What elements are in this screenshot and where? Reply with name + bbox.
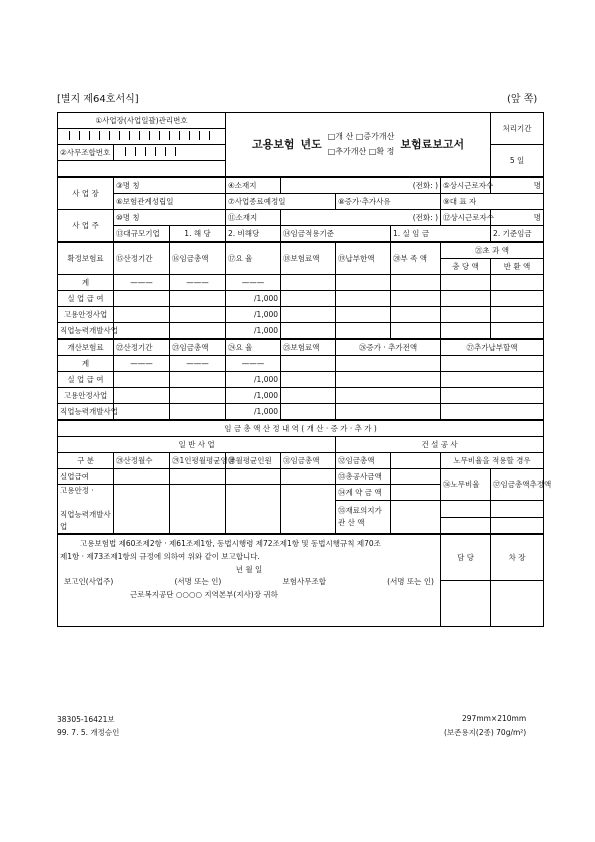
cell[interactable]	[114, 307, 170, 323]
footer-size: 297mm×210mm	[462, 714, 527, 723]
option-confirm[interactable]: □확 정	[368, 146, 395, 156]
cell[interactable]	[170, 307, 226, 323]
construct-wage-total: ㉜임금총액	[336, 453, 391, 469]
approval-deputy: 차 장	[491, 534, 544, 581]
mgmt-number-label: ①사업장(사업일괄)관리번호	[58, 113, 226, 129]
form-title	[226, 113, 491, 178]
cell[interactable]	[491, 291, 544, 307]
cell[interactable]	[281, 356, 336, 372]
cell[interactable]	[391, 323, 441, 340]
owner-label: 사 업 주	[58, 210, 114, 243]
general-row-unemployment: 실업급여	[58, 469, 114, 485]
row-total: 계	[58, 275, 114, 291]
cell[interactable]	[170, 372, 226, 388]
general-h-avg-wage: ㉙1인평월평균임금	[170, 453, 226, 469]
footer-paper: (보존용지(2종) 70g/m²)	[444, 728, 527, 737]
cell[interactable]	[336, 356, 441, 372]
footer-code: 38305-16421보	[57, 715, 115, 724]
cell[interactable]	[226, 469, 281, 485]
cell[interactable]	[336, 388, 441, 404]
rate-unit: /1,000	[226, 307, 281, 323]
wage-estimate: ㊲임금총액추정액	[491, 469, 544, 501]
approval-deputy-box[interactable]	[491, 581, 544, 627]
cell[interactable]	[281, 388, 336, 404]
biz-addr-field[interactable]: ④소재지	[226, 177, 281, 194]
owner-workers-unit: 명	[491, 210, 544, 226]
dash: ———	[114, 275, 170, 291]
confirm-h-paid: ⑲납부한액	[336, 242, 391, 275]
cell[interactable]	[441, 291, 491, 307]
row-unemployment: 실 업 급 여	[58, 372, 114, 388]
approval-staff: 담 당	[441, 534, 491, 581]
decl-date[interactable]: 년 월 일	[235, 564, 263, 574]
owner-phone[interactable]: (전화: )	[281, 210, 441, 226]
period-label: 처리기간	[491, 113, 544, 145]
cell[interactable]	[491, 307, 544, 323]
cell[interactable]	[114, 469, 170, 485]
confirm-label: 확정보험료	[58, 242, 114, 275]
owner-wage-opt2[interactable]: 2. 기준임금	[491, 226, 544, 243]
cell[interactable]	[336, 323, 391, 340]
cell[interactable]	[226, 485, 281, 535]
declaration	[58, 534, 441, 627]
general-h-div: 구 분	[58, 453, 114, 469]
owner-addr-field[interactable]: ⑪소재지	[226, 210, 281, 226]
biz-start-field[interactable]: ⑥보험관계성립일	[114, 194, 226, 210]
cell[interactable]	[336, 291, 391, 307]
confirm-h-allot: 충 당 액	[441, 259, 491, 275]
biz-workers-unit: 명	[491, 177, 544, 194]
confirm-h-premium: ⑱보험료액	[281, 242, 336, 275]
dash: ———	[226, 356, 281, 372]
labor-ratio: ㊱노무비율	[441, 469, 491, 501]
estimate-h-period: ㉒산정기간	[114, 339, 170, 356]
option-additional[interactable]: □추가개산	[327, 146, 367, 156]
confirm-h-rate: ⑰요 율	[226, 242, 281, 275]
title-year: 년도	[300, 138, 322, 151]
cell[interactable]	[391, 307, 441, 323]
cell[interactable]	[281, 485, 336, 535]
page-side: (앞 쪽)	[507, 94, 538, 105]
biz-label: 사 업 장	[58, 177, 114, 210]
cell[interactable]	[441, 404, 544, 421]
cell[interactable]	[441, 501, 491, 518]
decl-recipient: 근로복지공단 ○○○○ 지역본부(지사)장 귀하	[130, 590, 278, 599]
row-stability: 고용안정사업	[58, 388, 114, 404]
rate-unit: /1,000	[226, 388, 281, 404]
wage-section-title: 임 금 총 액 산 정 내 역 ( 개 산 · 증 가 · 추 가 )	[58, 420, 544, 437]
row-stability: 고용안정사업	[58, 307, 114, 323]
cell[interactable]	[281, 469, 336, 485]
biz-workers[interactable]: ⑤상시근로자수	[441, 177, 491, 194]
estimate-label: 개산보험료	[58, 339, 114, 356]
row-vocational: 직업능력개발사업	[58, 323, 114, 340]
option-increase[interactable]: □증가개산	[355, 132, 395, 142]
cell[interactable]	[391, 501, 441, 535]
estimate-h-premium: ㉕보험료액	[281, 339, 336, 356]
cell[interactable]	[170, 469, 226, 485]
confirm-h-excess: ㉑초 과 액	[441, 242, 544, 259]
owner-name-field[interactable]: ⑩명 칭	[114, 210, 226, 226]
construct-material	[336, 501, 391, 535]
cell[interactable]	[114, 372, 170, 388]
cell[interactable]	[391, 291, 441, 307]
cell[interactable]	[391, 275, 441, 291]
biz-end-field[interactable]: ⑦사업종료예정일	[226, 194, 336, 210]
estimate-h-rate: ㉔요 율	[226, 339, 281, 356]
form-number: [별지 제64호서식]	[57, 94, 139, 105]
row-vocational: 직업능력개발사업	[58, 404, 114, 421]
title-suffix: 보험료보고서	[400, 138, 465, 151]
dash: ———	[170, 275, 226, 291]
confirm-h-refund: 반 환 액	[491, 259, 544, 275]
biz-rep-field[interactable]: ⑨대 표 자	[441, 194, 544, 210]
cell[interactable]	[441, 307, 491, 323]
decl-reporter: 보고인(사업주)	[64, 577, 114, 587]
decl-line2: 제1항 · 제73조제1항의 규정에 의하여 위와 같이 보고합니다.	[60, 551, 260, 561]
confirm-h-wage: ⑯임금총액	[170, 242, 226, 275]
decl-agency: 보험사무조합	[282, 577, 326, 587]
cell[interactable]	[170, 485, 226, 535]
cell[interactable]	[114, 323, 170, 340]
owner-priority-no[interactable]: 2. 비해당	[226, 226, 281, 243]
dash: ———	[170, 356, 226, 372]
general-h-wage-total: ㉛임금총액	[281, 453, 336, 469]
cell[interactable]	[491, 518, 544, 535]
estimate-h-additional: ㉗추가납부할액	[441, 339, 544, 356]
cell[interactable]	[281, 372, 336, 388]
mgmt-number-input[interactable]	[58, 129, 226, 145]
cell[interactable]	[491, 501, 544, 518]
general-row-stability	[58, 485, 114, 535]
general-h-months: ㉘산정월수	[114, 453, 170, 469]
biz-reason-field[interactable]: ⑧증가·추가사유	[336, 194, 441, 210]
rate-unit: /1,000	[226, 323, 281, 340]
cell[interactable]	[391, 469, 441, 485]
dash: ———	[226, 275, 281, 291]
construct-total-amount: ㉝총공사금액	[336, 469, 391, 485]
owner-priority-yes[interactable]: 1. 해 당	[170, 226, 226, 243]
construct-material-b: 관 산 액	[338, 518, 365, 527]
option-estimate[interactable]: □개 산	[327, 132, 354, 142]
cell[interactable]	[170, 388, 226, 404]
confirm-h-period: ⑮산정기간	[114, 242, 170, 275]
approval-staff-box[interactable]	[441, 581, 491, 627]
owner-wage-std-label: ⑭임금적용기준	[281, 226, 391, 243]
general-row-stability-b: 직업능력개발사업	[60, 510, 111, 531]
construct-material-a: ㉟재료의지가	[338, 506, 382, 515]
owner-wage-opt1[interactable]: 1. 실 임 금	[391, 226, 491, 243]
cell[interactable]	[391, 453, 441, 469]
confirm-h-shortage: ⑳부 족 액	[391, 242, 441, 275]
period-value: 5 일	[491, 145, 544, 178]
decl-line1: 고용보험법 제60조제2항 · 제61조제1항, 동법시행령 제72조제1항 및 동법시행규칙 제70조	[80, 539, 381, 548]
cell[interactable]	[170, 404, 226, 421]
cell[interactable]	[336, 275, 391, 291]
biz-name-field[interactable]: ③명 칭	[114, 177, 226, 194]
cell[interactable]	[281, 291, 336, 307]
general-row-stability-a: 고용안정 ·	[60, 486, 94, 495]
cell[interactable]	[336, 404, 441, 421]
cell[interactable]	[114, 404, 170, 421]
rate-unit: /1,000	[226, 372, 281, 388]
cell[interactable]	[491, 275, 544, 291]
general-h-avg-people: ㉚월평균인원	[226, 453, 281, 469]
insurance-report-form	[57, 112, 552, 627]
cell[interactable]	[114, 485, 170, 535]
decl-sign2[interactable]: (서명 또는 인)	[387, 577, 434, 587]
cell[interactable]	[114, 388, 170, 404]
cell[interactable]	[391, 485, 441, 501]
cell[interactable]	[281, 275, 336, 291]
row-unemployment: 실 업 급 여	[58, 291, 114, 307]
agency-number-input[interactable]	[114, 145, 226, 161]
rate-unit: /1,000	[226, 404, 281, 421]
title-prefix: 고용보험	[251, 138, 295, 151]
estimate-h-wage: ㉓임금총액	[170, 339, 226, 356]
cell[interactable]	[170, 323, 226, 340]
cell[interactable]	[170, 291, 226, 307]
cell[interactable]	[281, 307, 336, 323]
cell[interactable]	[441, 356, 544, 372]
cell[interactable]	[336, 307, 391, 323]
decl-sign1[interactable]: (서명 또는 인)	[174, 577, 222, 587]
labor-ratio-note: 노무비율을 적용할 경우	[441, 453, 544, 469]
cell[interactable]	[281, 323, 336, 340]
cell[interactable]	[441, 518, 491, 535]
owner-priority-label: ⑬대규모기업	[114, 226, 170, 243]
construct-label: 건 설 공 사	[336, 437, 544, 453]
estimate-h-prior: ㉖증가 · 추가전액	[336, 339, 441, 356]
agency-number-label: ②사무조합번호	[58, 145, 114, 161]
row-total: 계	[58, 356, 114, 372]
cell[interactable]	[441, 372, 544, 388]
cell[interactable]	[441, 275, 491, 291]
owner-workers[interactable]: ⑫상시근로자수	[441, 210, 491, 226]
cell[interactable]	[281, 404, 336, 421]
rate-unit: /1,000	[226, 291, 281, 307]
cell[interactable]	[441, 323, 491, 340]
cell[interactable]	[491, 323, 544, 340]
general-label: 일 반 사 업	[58, 437, 336, 453]
cell[interactable]	[114, 291, 170, 307]
dash: ———	[114, 356, 170, 372]
footer-date: 99. 7. 5. 개정승인	[57, 728, 120, 737]
cell[interactable]	[441, 388, 544, 404]
construct-contract-amount: ㉞계 약 금 액	[336, 485, 391, 501]
cell[interactable]	[336, 372, 441, 388]
biz-phone[interactable]: (전화: )	[281, 177, 441, 194]
